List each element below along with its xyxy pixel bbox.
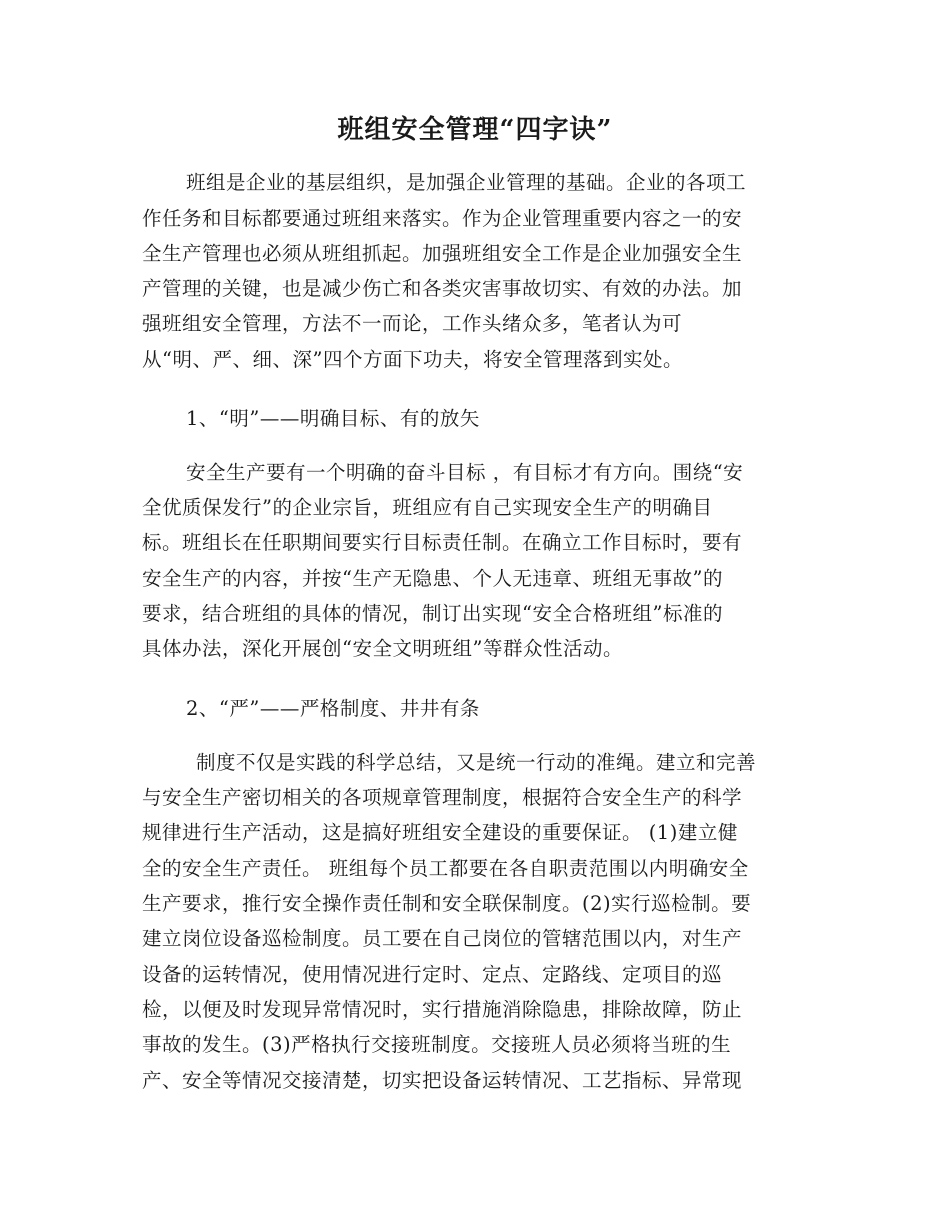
- paragraph-line: 规律进行生产活动，这是搞好班组安全建设的重要保证。 (1)建立健: [142, 821, 738, 844]
- paragraph-line: 全的安全生产责任。 班组每个员工都要在各自职责范围以内明确安全: [142, 857, 749, 880]
- paragraph-line: 标。班组长在任职期间要实行目标责任制。在确立工作目标时，要有: [142, 531, 743, 554]
- paragraph-line: 安全生产的内容，并按“生产无隐患、个人无违章、班组无事故”的: [142, 567, 723, 590]
- paragraph-line: 与安全生产密切相关的各项规章管理制度，根据符合安全生产的科学: [142, 786, 743, 809]
- paragraph-line: 设备的运转情况，使用情况进行定时、定点、定路线、定项目的巡: [142, 963, 723, 986]
- paragraph-line: 强班组安全管理，方法不一而论，工作头绪众多，笔者认为可: [142, 312, 683, 335]
- paragraph-line: 具体办法，深化开展创“安全文明班组”等群众性活动。: [142, 637, 623, 660]
- paragraph-line: 建立岗位设备巡检制度。员工要在自己岗位的管辖范围以内，对生产: [142, 927, 743, 950]
- paragraph-line: 检，以便及时发现异常情况时，实行措施消除隐患，排除故障，防止: [142, 998, 743, 1021]
- paragraph-line: 制度不仅是实践的科学总结，又是统一行动的准绳。建立和完善: [196, 751, 757, 774]
- paragraph-line: 作任务和目标都要通过班组来落实。作为企业管理重要内容之一的安: [142, 207, 743, 230]
- paragraph-line: 生产要求，推行安全操作责任制和安全联保制度。(2)实行巡检制。要: [142, 892, 752, 915]
- page-title: 班组安全管理“四字诀”: [337, 115, 613, 145]
- paragraph-line: 全生产管理也必须从班组抓起。加强班组安全工作是企业加强安全生: [142, 242, 743, 265]
- paragraph-line: 产、安全等情况交接清楚，切实把设备运转情况、工艺指标、异常现: [142, 1069, 743, 1092]
- paragraph-line: 事故的发生。(3)严格执行交接班制度。交接班人员必须将当班的生: [142, 1033, 732, 1056]
- paragraph-line: 安全生产要有一个明确的奋斗目标 ，有目标才有方向。围绕“安: [186, 461, 744, 484]
- section-heading: 2、“严”——严格制度、井井有条: [186, 697, 480, 720]
- paragraph-line: 班组是企业的基层组织，是加强企业管理的基础。企业的各项工: [186, 171, 747, 194]
- paragraph-line: 产管理的关键，也是减少伤亡和各类灾害事故切实、有效的办法。加: [142, 277, 743, 300]
- paragraph-line: 从“明、严、细、深”四个方面下功夫，将安全管理落到实处。: [142, 348, 683, 371]
- paragraph-line: 全优质保发行”的企业宗旨，班组应有自己实现安全生产的明确目: [142, 496, 713, 519]
- paragraph-line: 要求，结合班组的具体的情况，制订出实现“安全合格班组”标准的: [142, 602, 723, 625]
- section-heading: 1、“明”——明确目标、有的放矢: [186, 407, 480, 430]
